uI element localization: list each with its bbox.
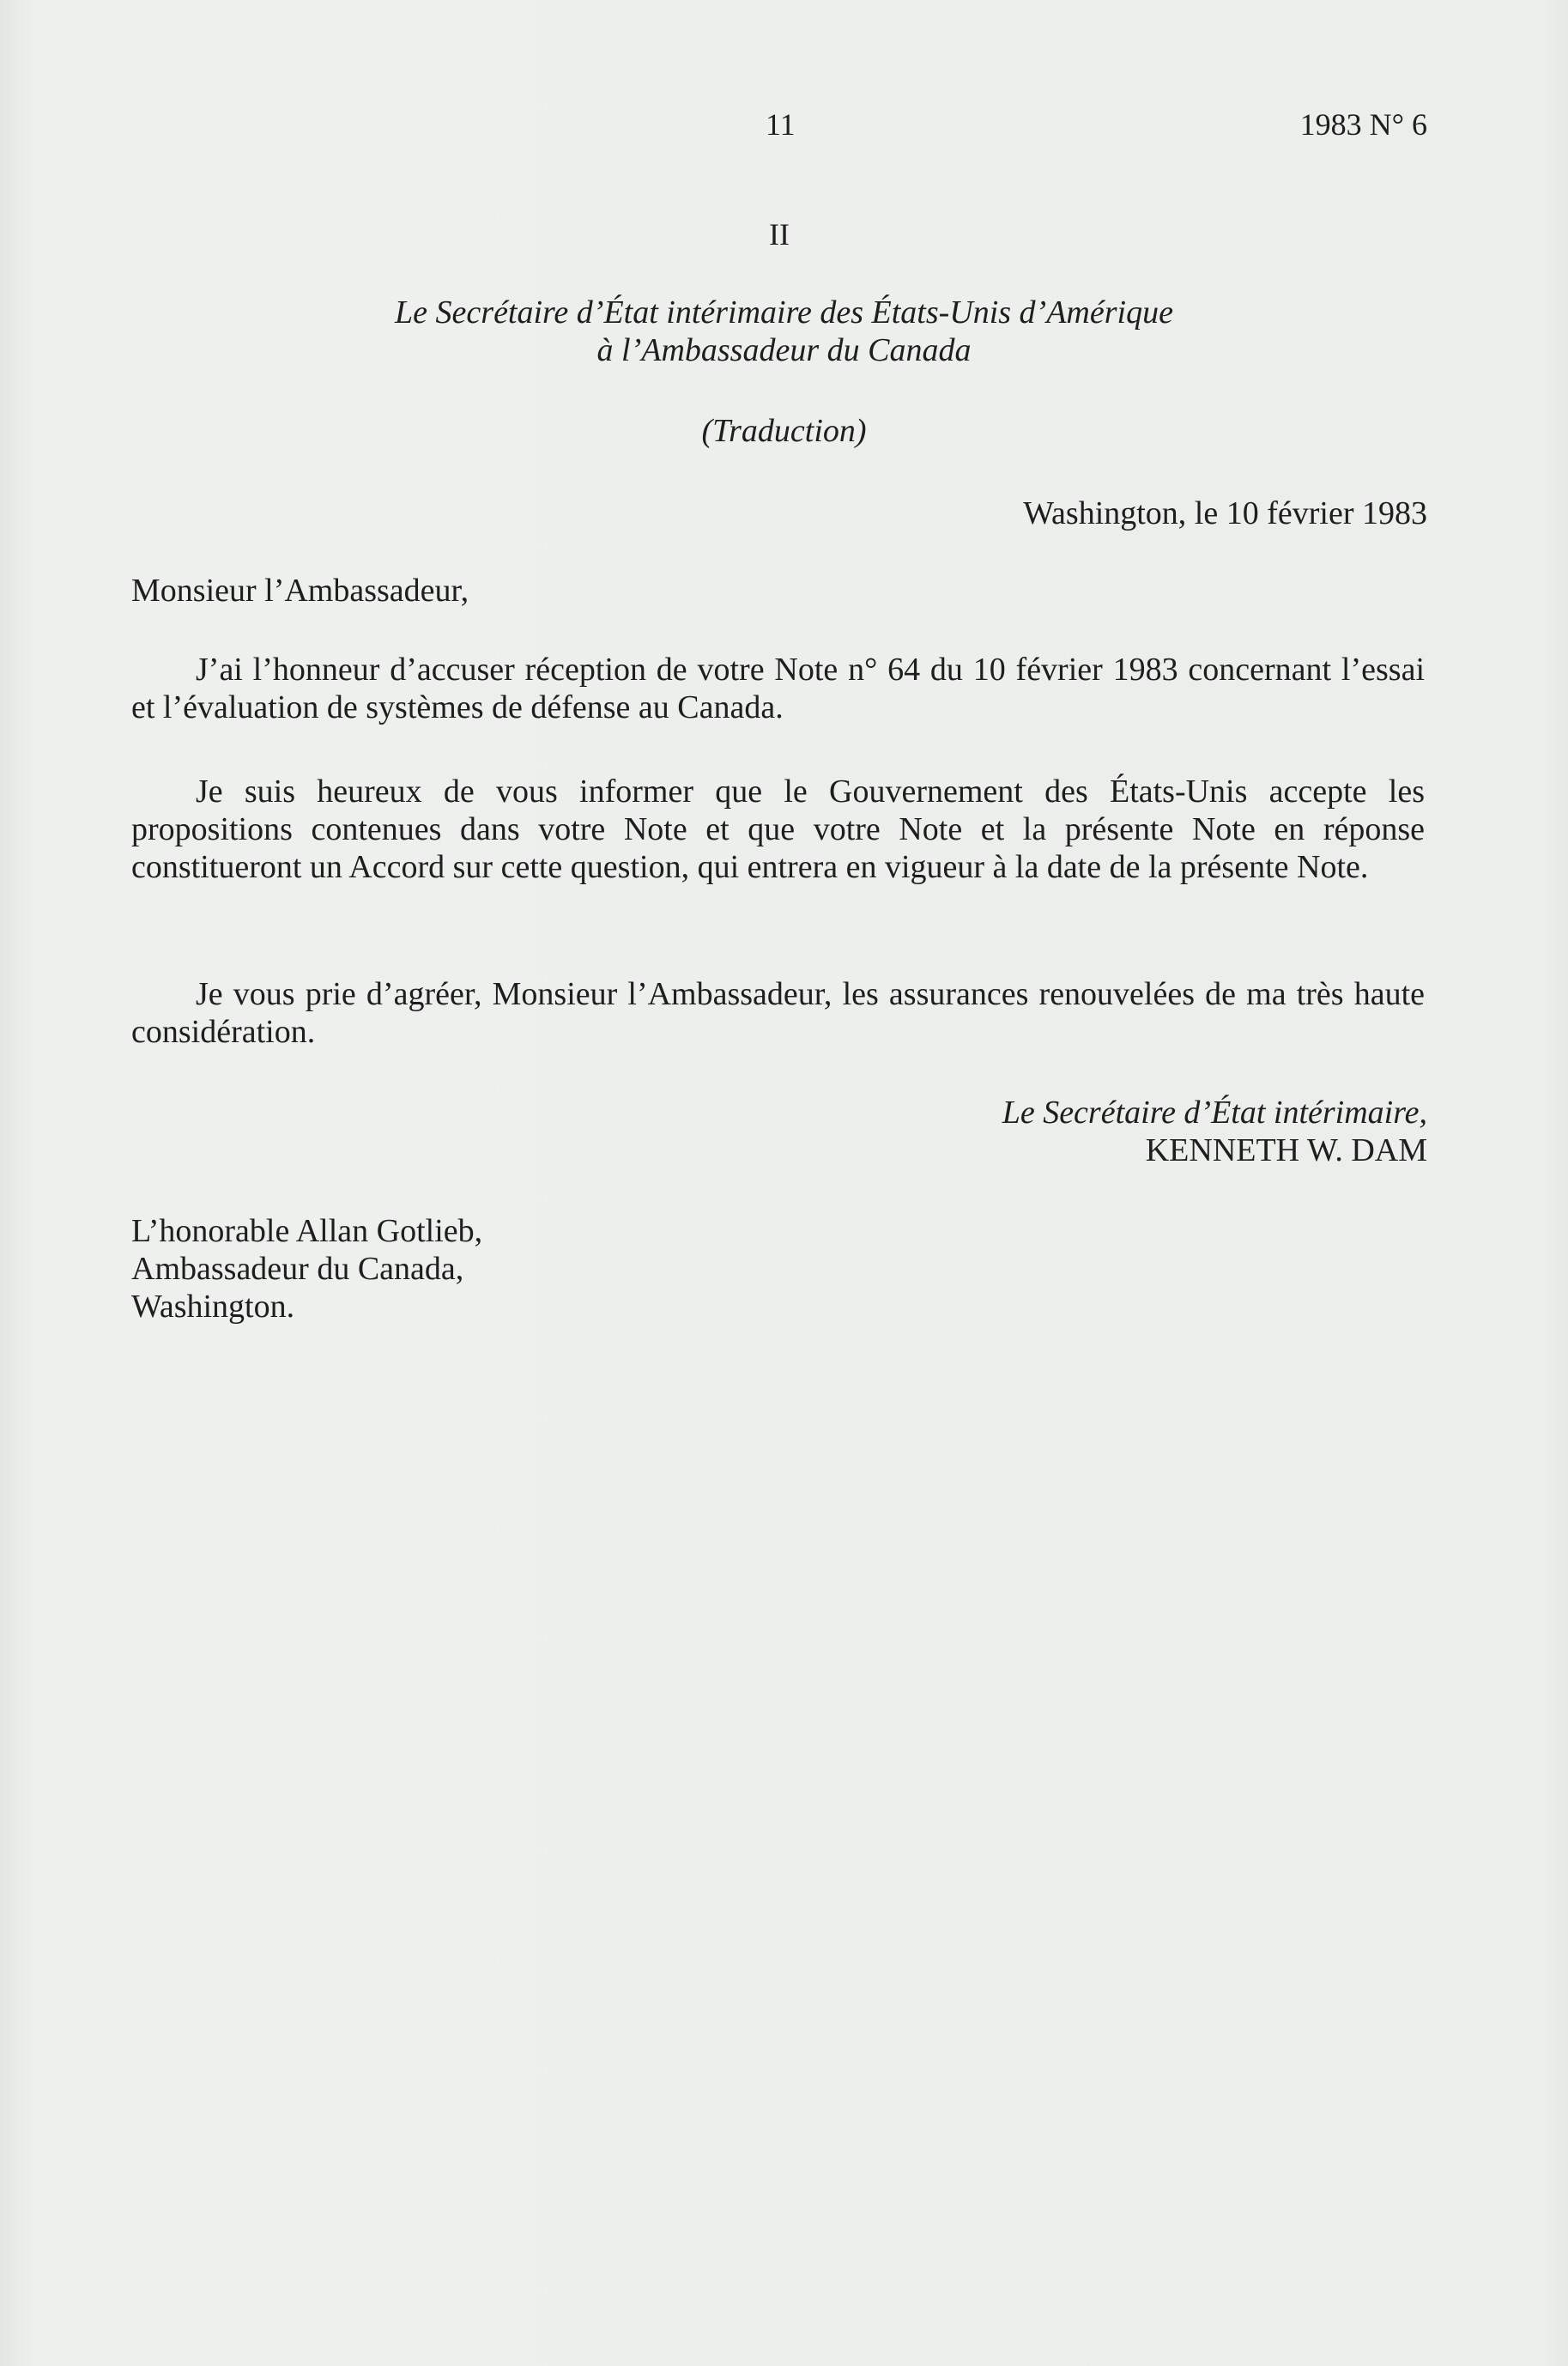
page-number: 11 — [766, 107, 796, 142]
addressee-line-1: L’honorable Allan Gotlieb, — [131, 1213, 483, 1249]
addressee-line-2: Ambassadeur du Canada, — [131, 1251, 464, 1287]
signature-title: Le Secrétaire d’État intérimaire, — [1002, 1095, 1427, 1131]
section-numeral: II — [769, 217, 790, 252]
addressee-block — [131, 1212, 482, 1326]
signature-name: KENNETH W. DAM — [1145, 1132, 1427, 1168]
heading-line-1: Le Secrétaire d’État intérimaire des États-Unis d’Amérique — [395, 294, 1173, 331]
date-line: Washington, le 10 février 1983 — [1023, 495, 1427, 531]
translation-note: (Traduction) — [701, 413, 867, 449]
treaty-year-number: 1983 N° 6 — [1299, 107, 1427, 142]
heading-line-2: à l’Ambassadeur du Canada — [596, 332, 972, 368]
paragraph-1: J’ai l’honneur d’accuser réception de votre Note n° 64 du 10 février 1983 concernant l’essai et l’évaluation de systèmes de défense au Canada. — [131, 652, 1425, 725]
addressee-line-3: Washington. — [131, 1289, 295, 1325]
paragraph-3: Je vous prie d’agréer, Monsieur l’Ambassadeur, les assurances renouvelées de ma très haute considération. — [131, 976, 1425, 1050]
paragraph-2: Je suis heureux de vous informer que le Gouvernement des États-Unis accepte les propositions contenues dans votre Note et que votre Note et la présente Note en réponse constitueront un Accord sur cette question, qui entrera en vigueur à la date de la présente Note. — [131, 774, 1425, 885]
salutation: Monsieur l’Ambassadeur, — [131, 573, 469, 609]
